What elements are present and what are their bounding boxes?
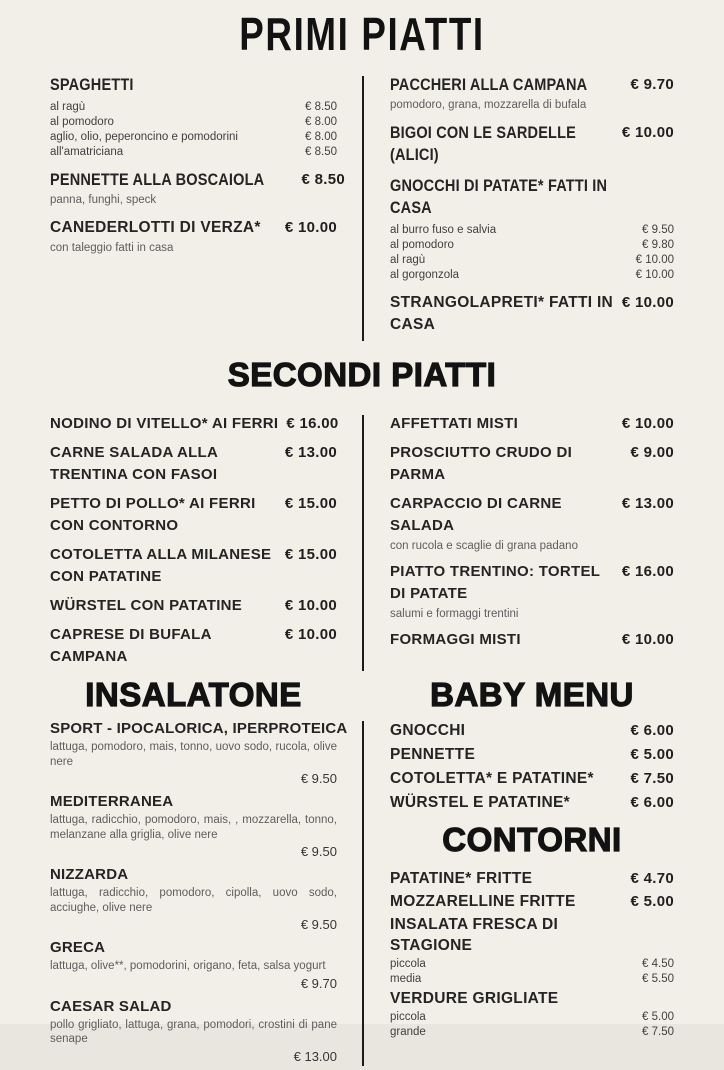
menu-item-header [50, 169, 346, 191]
menu-item-name: CANEDERLOTTI DI VERZA* [50, 219, 261, 236]
menu-item-price: € 10.00 [621, 631, 674, 648]
menu-item-variant [390, 253, 674, 268]
menu-item-price: € 10.00 [621, 294, 674, 311]
menu-item-header [390, 988, 674, 1009]
menu-item [390, 868, 674, 889]
variant-price: € 9.50 [642, 224, 674, 236]
menu-item-price: € 10.00 [284, 626, 337, 643]
menu-item-price: € 13.00 [284, 444, 337, 461]
menu-item-price: € 13.00 [621, 495, 674, 512]
variant-name: al gorgonzola [390, 269, 460, 281]
variant-price: € 5.00 [642, 1011, 674, 1023]
menu-item [50, 493, 337, 537]
baby-menu-section-title: BABY MENU [430, 676, 634, 713]
menu-item-header [390, 891, 674, 912]
bottom-columns [50, 719, 674, 1070]
menu-item-header [390, 743, 674, 766]
menu-item-price: € 10.00 [621, 415, 674, 432]
menu-item [390, 743, 674, 766]
column-divider [337, 74, 390, 345]
menu-item-header [390, 719, 674, 742]
menu-item-price: € 10.00 [284, 219, 337, 236]
menu-item-price: € 6.00 [630, 794, 674, 811]
menu-item-name: SPAGHETTI [50, 76, 134, 94]
menu-item-description: con rucola e scaglie di grana padano [390, 540, 578, 552]
menu-item-name: WÜRSTEL CON PATATINE [50, 597, 243, 614]
menu-item-description: lattuga, radicchio, pomodoro, mais, , mozzarella, tonno, melanzane alla griglia, olive nere [50, 814, 337, 841]
menu-item-name: MEDITERRANEA [50, 793, 174, 810]
variant-name: al pomodoro [50, 116, 114, 128]
menu-item-variant [50, 100, 337, 115]
menu-item [50, 544, 337, 588]
menu-item-name: PIATTO TRENTINO: TORTEL DI PATATE [390, 563, 600, 602]
menu-item [390, 988, 674, 1039]
menu-item-variant [390, 268, 674, 283]
variant-price: € 10.00 [635, 269, 674, 281]
menu-item [390, 791, 674, 814]
menu-item-price: € 13.00 [293, 1048, 337, 1064]
menu-item-header [50, 624, 337, 668]
menu-item [390, 442, 674, 486]
menu-item-header [390, 175, 674, 219]
menu-item-price: € 5.00 [630, 893, 674, 910]
menu-item-header [50, 442, 337, 486]
menu-item-header [50, 544, 337, 588]
menu-item-name: INSALATA FRESCA DI STAGIONE [390, 916, 559, 954]
menu-item-price: € 4.70 [630, 870, 674, 887]
menu-item-variant [50, 130, 337, 145]
menu-item-description: lattuga, radicchio, pomodoro, cipolla, uovo sodo, acciughe, olive nere [50, 887, 337, 914]
variant-name: al burro fuso e salvia [390, 224, 497, 236]
menu-item [390, 891, 674, 912]
menu-item [390, 719, 674, 742]
menu-item [50, 719, 348, 787]
menu-item-price: € 9.50 [300, 917, 337, 932]
menu-item-name: PENNETTE [390, 746, 476, 763]
menu-item [50, 938, 337, 992]
variant-name: piccola [390, 1011, 426, 1023]
menu-item-variant [390, 972, 674, 987]
menu-item-price: € 15.00 [284, 546, 337, 563]
menu-item-variants [390, 957, 674, 986]
menu-item-header [50, 217, 337, 239]
menu-item-header [390, 868, 674, 889]
menu-item-name: PETTO DI POLLO* AI FERRI CON CONTORNO [50, 495, 256, 534]
menu-item-variant [50, 145, 337, 160]
menu-item-description: salumi e formaggi trentini [390, 608, 519, 620]
menu-item-description: panna, funghi, speck [50, 194, 157, 206]
menu-item-header [50, 938, 337, 957]
menu-item-variants [390, 1010, 674, 1039]
variant-name: grande [390, 1025, 426, 1038]
menu-item-name: STRANGOLAPRETI* FATTI IN CASA [390, 294, 614, 333]
menu-item-price: € 10.00 [621, 124, 674, 141]
menu-item-price: € 9.50 [300, 844, 337, 859]
menu-item-price: € 7.50 [630, 770, 674, 787]
menu-item-name: NIZZARDA [50, 866, 129, 883]
menu-item-variant [390, 957, 674, 972]
menu-item-name: GNOCCHI DI PATATE* FATTI IN CASA [390, 177, 608, 217]
variant-name: al ragù [390, 254, 426, 266]
menu-item-header [390, 561, 674, 605]
menu-item-header [390, 629, 674, 651]
menu-item-name: COTOLETTA* E PATATINE* [390, 770, 594, 787]
menu-item-price: € 5.00 [630, 746, 674, 763]
column-gap [337, 675, 390, 715]
secondi-right-column [390, 413, 674, 658]
menu-item-name: PATATINE* FRITTE [390, 870, 533, 887]
menu-item-variant [50, 115, 337, 130]
primi-columns [50, 74, 674, 345]
variant-name: al ragù [50, 101, 86, 113]
variant-price: € 5.50 [642, 972, 674, 985]
menu-item-price: € 9.70 [630, 76, 674, 93]
menu-item-header [50, 595, 337, 617]
menu-item [390, 629, 674, 651]
menu-item-name: AFFETTATI MISTI [390, 415, 519, 432]
secondi-section-title: SECONDI PIATTI [227, 356, 497, 393]
menu-item-name: GRECA [50, 939, 106, 956]
menu-item-header [390, 767, 674, 790]
bottom-section-headers [50, 675, 674, 715]
menu-item-header [50, 792, 337, 811]
variant-name: all'amatriciana [50, 146, 124, 158]
menu-item-variants [390, 223, 674, 283]
variant-price: € 10.00 [635, 254, 674, 266]
column-divider [337, 413, 390, 675]
menu-item-price: € 10.00 [284, 597, 337, 614]
variant-price: € 8.00 [305, 116, 337, 128]
menu-item-name: PENNETTE ALLA BOSCAIOLA [50, 171, 265, 189]
bottom-right-column [390, 719, 674, 1041]
menu-item-description: con taleggio fatti in casa [50, 242, 174, 254]
menu-item-header [50, 997, 337, 1016]
menu-item [390, 914, 674, 986]
baby-menu-items [390, 719, 674, 814]
menu-item-name: VERDURE GRIGLIATE [390, 990, 559, 1007]
menu-item-name: CARNE SALADA ALLA TRENTINA CON FASOI [50, 444, 218, 483]
menu-item-name: COTOLETTA ALLA MILANESE CON PATATINE [50, 546, 272, 585]
menu-item [50, 624, 337, 668]
menu-item-header [390, 442, 674, 486]
menu-item-header [50, 865, 337, 884]
menu-item-header [50, 413, 337, 435]
variant-price: € 7.50 [642, 1025, 674, 1038]
menu-item-description: pomodoro, grana, mozzarella di bufala [390, 99, 587, 111]
variant-price: € 9.80 [642, 239, 674, 251]
secondi-left-column [50, 413, 337, 675]
insalatone-items [50, 719, 348, 1070]
variant-price: € 8.00 [305, 131, 337, 143]
insalatone-section-title: INSALATONE [85, 676, 302, 713]
variant-price: € 4.50 [642, 958, 674, 970]
menu-item [390, 292, 674, 336]
primi-right-column [390, 74, 674, 345]
menu-item-price: € 8.50 [301, 171, 346, 188]
menu-item-name: PACCHERI ALLA CAMPANA [390, 76, 588, 94]
menu-item-name: CAESAR SALAD [50, 997, 172, 1015]
menu-item-header [390, 74, 674, 96]
menu-item-price: € 9.70 [300, 975, 337, 991]
menu-item-header [390, 292, 674, 336]
menu-item [50, 217, 337, 256]
variant-name: al pomodoro [390, 239, 454, 251]
menu-item-header [390, 413, 674, 435]
menu-item-price: € 16.00 [286, 415, 339, 432]
menu-item-variant [390, 223, 674, 238]
menu-item-name: GNOCCHI [390, 722, 466, 739]
menu-item-name: CARPACCIO DI CARNE SALADA [390, 495, 562, 534]
menu-item-variant [390, 238, 674, 253]
menu-item [50, 792, 337, 860]
contorni-section-title: CONTORNI [442, 821, 622, 858]
menu-item-price: € 9.50 [300, 771, 337, 786]
primi-section-title: PRIMI PIATTI [239, 8, 485, 60]
menu-item-name: PROSCIUTTO CRUDO DI PARMA [390, 444, 573, 483]
menu-item-description: lattuga, pomodoro, mais, tonno, uovo sodo, rucola, olive nere [50, 741, 337, 768]
column-divider [337, 719, 390, 1070]
menu-item [390, 413, 674, 435]
menu-item-name: NODINO DI VITELLO* AI FERRI [50, 415, 279, 432]
menu-item [390, 74, 674, 113]
menu-item-header [390, 914, 674, 956]
menu-item-header [50, 719, 348, 738]
menu-item-description: lattuga, olive**, pomodorini, origano, feta, salsa yogurt [50, 960, 326, 972]
variant-name: aglio, olio, peperoncino e pomodorini [50, 131, 238, 143]
menu-item-header [50, 74, 337, 96]
menu-item-name: BIGOI CON LE SARDELLE (ALICI) [390, 124, 577, 164]
menu-item-price: € 16.00 [621, 563, 674, 580]
menu-item [50, 74, 337, 160]
contorni-items [390, 868, 674, 1039]
menu-item-variants [50, 100, 337, 160]
menu-item-name: WÜRSTEL E PATATINE* [390, 794, 570, 811]
menu-item [50, 169, 346, 208]
secondi-columns [50, 413, 674, 675]
variant-price: € 8.50 [305, 101, 337, 113]
primi-left-column [50, 74, 346, 265]
menu-item-name: FORMAGGI MISTI [390, 631, 521, 648]
menu-item [390, 122, 674, 166]
menu-item [50, 997, 337, 1065]
menu-item-description: pollo grigliato, lattuga, grana, pomodori, crostini di pane senape [50, 1018, 337, 1045]
menu-item [390, 767, 674, 790]
variant-name: media [390, 972, 422, 985]
menu-item-header [390, 493, 674, 537]
menu-item-price: € 15.00 [284, 495, 337, 512]
menu-item [50, 865, 337, 933]
menu-item-header [50, 493, 337, 537]
menu-item-variant [390, 1010, 674, 1025]
menu-item [50, 595, 337, 617]
menu-item-header [390, 791, 674, 814]
menu-item [390, 493, 674, 554]
variant-price: € 8.50 [305, 146, 337, 158]
menu-item-header [390, 122, 674, 166]
variant-name: piccola [390, 958, 426, 970]
menu-item [390, 175, 674, 283]
menu-item-name: MOZZARELLINE FRITTE [390, 893, 576, 910]
menu-item-name: SPORT - IPOCALORICA, IPERPROTEICA [50, 720, 348, 737]
menu-item-name: CAPRESE DI BUFALA CAMPANA [50, 626, 212, 665]
menu-item-price: € 6.00 [630, 722, 674, 739]
menu-item [50, 442, 337, 486]
menu-item [50, 413, 337, 435]
menu-item-price: € 9.00 [630, 444, 674, 461]
menu-item-variant [390, 1025, 674, 1040]
menu-item [390, 561, 674, 622]
